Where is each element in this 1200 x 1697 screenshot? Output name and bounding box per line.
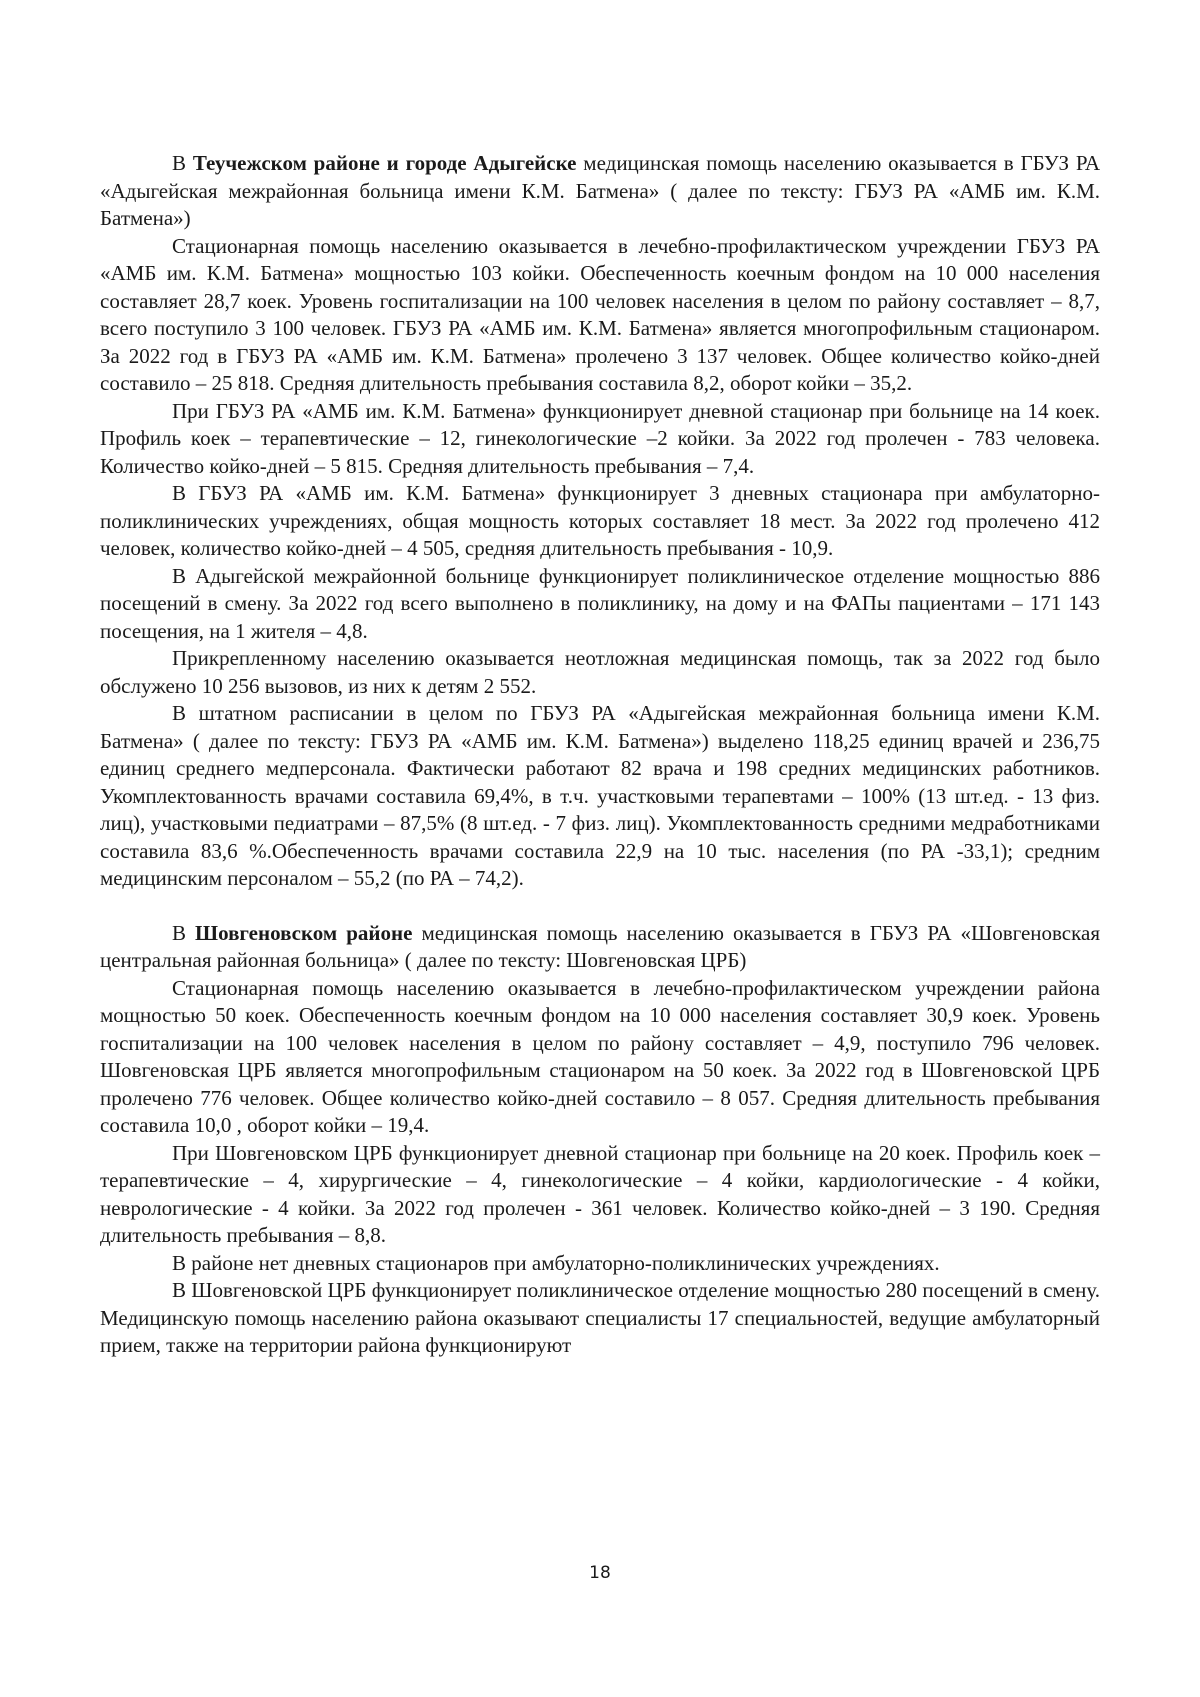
paragraph-outpatient-day-hospitals: В ГБУЗ РА «АМБ им. К.М. Батмена» функционирует 3 дневных стационара при амбулаторно-поликлинических учреждениях, общая мощность которых составляет 18 мест. За 2022 год пролечено 412 человек, количество койко-дней – 4 505, средняя длительность пребывания - 10,9.: [100, 481, 1100, 560]
paragraph-no-day-hospitals: В районе нет дневных стационаров при амбулаторно-поликлинических учреждениях.: [172, 1250, 940, 1275]
paragraph-emergency-care: Прикрепленному населению оказывается неотложная медицинская помощь, так за 2022 год было обслужено 10 256 вызовов, из них к детям 2 552.: [100, 646, 1100, 698]
intro-text: медицинская помощь населению оказывается в ГБУЗ РА «Адыгейская межрайонная больница имени К.М. Батмена» ( далее по тексту: ГБУЗ РА «АМБ им. К.М. Батмена»): [100, 151, 1101, 230]
intro-prefix: В: [172, 920, 196, 945]
paragraph-day-hospital: При ГБУЗ РА «АМБ им. К.М. Батмена» функционирует дневной стационар при больнице на 14 коек. Профиль коек – терапевтические – 12, гинекологические –2 койки. За 2022 год пролечен - 783 человека. Количество койко-дней – 5 815. Средняя длительность пребывания – 7,4.: [100, 398, 1100, 478]
intro-text: медицинская помощь населению оказывается в ГБУЗ РА «Шовгеновская центральная районная больница» ( далее по тексту: Шовгеновская ЦРБ): [100, 920, 1100, 972]
document-body: [100, 150, 1100, 1360]
paragraph-inpatient-care: Стационарная помощь населению оказывается в лечебно-профилактическом учреждении ГБУЗ РА «АМБ им. К.М. Батмена» мощностью 103 койки. Обеспеченность коечным фондом на 10 000 населения составляет 28,7 коек. Уровень госпитализации на 100 человек населения в целом по району составляет – 8,7, всего поступило 3 100 человек. ГБУЗ РА «АМБ им. К.М. Батмена» является многопрофильным стационаром. За 2022 год в ГБУЗ РА «АМБ им. К.М. Батмена» пролечено 3 137 человек. Общее количество койко-дней составило – 25 818. Средняя длительность пребывания составила 8,2, оборот койки – 35,2.: [100, 233, 1100, 395]
paragraph-polyclinic: В Шовгеновской ЦРБ функционирует поликлиническое отделение мощностью 280 посещений в смену. Медицинскую помощь населению района оказывают специалисты 17 специальностей, ведущие амбулаторный прием, также на территории района функционируют: [100, 1278, 1100, 1357]
page-number: 18: [589, 1563, 611, 1583]
paragraph-polyclinic: В Адыгейской межрайонной больнице функционирует поликлиническое отделение мощностью 886 посещений в смену. За 2022 год всего выполнено в поликлинику, на дому и на ФАПы пациентами – 171 143 посещения, на 1 жителя – 4,8.: [100, 563, 1100, 643]
paragraph-day-hospital: При Шовгеновском ЦРБ функционирует дневной стационар при больнице на 20 коек. Профиль коек – терапевтические – 4, хирургические – 4, гинекологические – 4 койки, кардиологические - 4 койки, неврологические - 4 койки. За 2022 год пролечен - 361 человек. Количество койко-дней – 3 190. Средняя длительность пребывания – 8,8.: [100, 1140, 1100, 1247]
section-teuchezh-intro: [100, 150, 1100, 233]
section-shovgenov-intro: [100, 920, 1100, 975]
district-name-shovgenov: Шовгеновском районе: [195, 920, 413, 945]
intro-prefix: В: [172, 151, 193, 175]
district-name-teuchezh: Теучежском районе и городе Адыгейске: [192, 151, 577, 175]
paragraph-inpatient-care: Стационарная помощь населению оказывается в лечебно-профилактическом учреждении района мощностью 50 коек. Обеспеченность коечным фондом на 10 000 населения составляет 30,9 коек. Уровень госпитализации на 100 человек населения в целом по району составляет – 4,9, поступило 796 человек. Шовгеновская ЦРБ является многопрофильным стационаром на 50 коек. За 2022 год в Шовгеновской ЦРБ пролечено 776 человек. Общее количество койко-дней составило – 8 057. Средняя длительность пребывания составила 10,0 , оборот койки – 19,4.: [100, 975, 1100, 1137]
paragraph-staffing: В штатном расписании в целом по ГБУЗ РА «Адыгейская межрайонная больница имени К.М. Батмена» ( далее по тексту: ГБУЗ РА «АМБ им. К.М. Батмена») выделено 118,25 единиц врачей и 236,75 единиц среднего медперсонала. Фактически работают 82 врача и 198 средних медицинских работников. Укомплектованность врачами составила 69,4%, в т.ч. участковыми терапевтами – 100% (13 шт.ед. - 13 физ. лиц), участковыми педиатрами – 87,5% (8 шт.ед. - 7 физ. лиц). Укомплектованность средними медработниками составила 83,6 %.Обеспеченность врачами составила 22,9 на 10 тыс. населения (по РА -33,1); средним медицинским персоналом – 55,2 (по РА – 74,2).: [100, 701, 1100, 890]
